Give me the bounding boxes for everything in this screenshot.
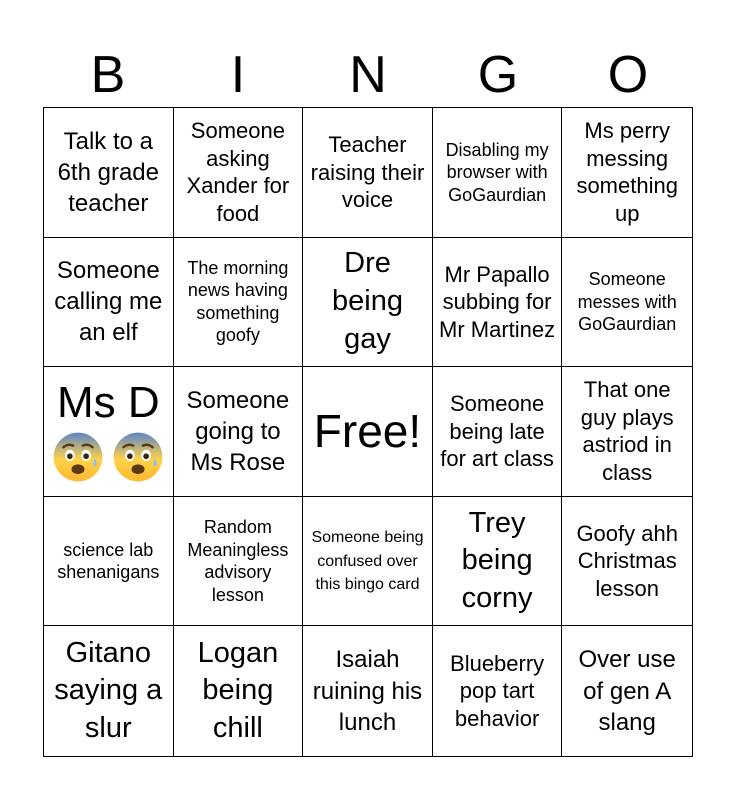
anxious-face-with-sweat-icon: [112, 431, 164, 483]
bingo-cell[interactable]: [44, 238, 174, 368]
cell-text: Disabling my browser with GoGaurdian: [445, 139, 549, 205]
cell-text: Teacher raising their voice: [310, 132, 425, 213]
anxious-face-with-sweat-icon: [52, 431, 104, 483]
bingo-cell[interactable]: [303, 108, 433, 238]
bingo-cell[interactable]: [433, 108, 563, 238]
bingo-cell[interactable]: [562, 108, 692, 238]
bingo-cell[interactable]: [174, 497, 304, 627]
cell-text: Over use of gen A slang: [578, 646, 676, 736]
header-letter-i: I: [230, 46, 246, 104]
cell-text: Someone asking Xander for food: [186, 118, 290, 226]
cell-text: Goofy ahh Christmas lesson: [576, 520, 678, 601]
bingo-header: [43, 42, 693, 108]
cell-text: Someone calling me an elf: [54, 257, 163, 347]
cell-text: Dre being gay: [332, 247, 403, 355]
bingo-cell[interactable]: [303, 626, 433, 756]
header-letter-n: N: [349, 46, 387, 104]
cell-text: Gitano saying a slur: [54, 636, 163, 745]
header-letter-o: O: [607, 46, 649, 104]
bingo-grid: [43, 107, 693, 757]
header-letter-g: G: [477, 46, 519, 104]
cell-text: Someone messes with GoGaurdian: [577, 269, 677, 335]
bingo-cell[interactable]: [44, 108, 174, 238]
bingo-cell[interactable]: [562, 626, 692, 756]
cell-text: Logan being chill: [197, 636, 279, 745]
bingo-cell[interactable]: [562, 497, 692, 627]
bingo-cell[interactable]: [433, 238, 563, 368]
cell-text: Blueberry pop tart behavior: [450, 650, 545, 731]
cell-text: Trey being corny: [461, 506, 533, 614]
bingo-cell[interactable]: [44, 367, 174, 497]
cell-text: Isaiah ruining his lunch: [312, 646, 423, 736]
cell-text: Ms D: [56, 378, 160, 428]
bingo-cell[interactable]: [44, 626, 174, 756]
bingo-cell[interactable]: [174, 367, 304, 497]
bingo-cell[interactable]: [433, 626, 563, 756]
cell-text: Mr Papallo subbing for Mr Martinez: [439, 261, 556, 342]
cell-text: That one guy plays astriod in class: [580, 377, 674, 485]
cell-text: The morning news having something goofy: [187, 257, 289, 346]
header-letter-b: B: [90, 46, 126, 104]
cell-text: Random Meaningless advisory lesson: [187, 517, 289, 605]
bingo-cell[interactable]: [174, 238, 304, 368]
bingo-cell[interactable]: [44, 497, 174, 627]
bingo-cell[interactable]: [433, 497, 563, 627]
emoji-row: [52, 431, 164, 483]
free-space[interactable]: [303, 367, 433, 497]
bingo-cell[interactable]: [433, 367, 563, 497]
cell-text: Someone being late for art class: [440, 391, 554, 472]
bingo-cell[interactable]: [562, 367, 692, 497]
bingo-cell[interactable]: [303, 238, 433, 368]
bingo-cell[interactable]: [174, 626, 304, 756]
cell-text: Talk to a 6th grade teacher: [57, 127, 159, 217]
cell-text: Someone being confused over this bingo card: [311, 529, 424, 593]
bingo-cell[interactable]: [303, 497, 433, 627]
bingo-cell[interactable]: [174, 108, 304, 238]
cell-text: Free!: [313, 405, 422, 458]
cell-text: science lab shenanigans: [57, 539, 160, 583]
cell-text: Someone going to Ms Rose: [186, 386, 290, 477]
cell-text: Ms perry messing something up: [576, 118, 678, 226]
bingo-cell[interactable]: [562, 238, 692, 368]
